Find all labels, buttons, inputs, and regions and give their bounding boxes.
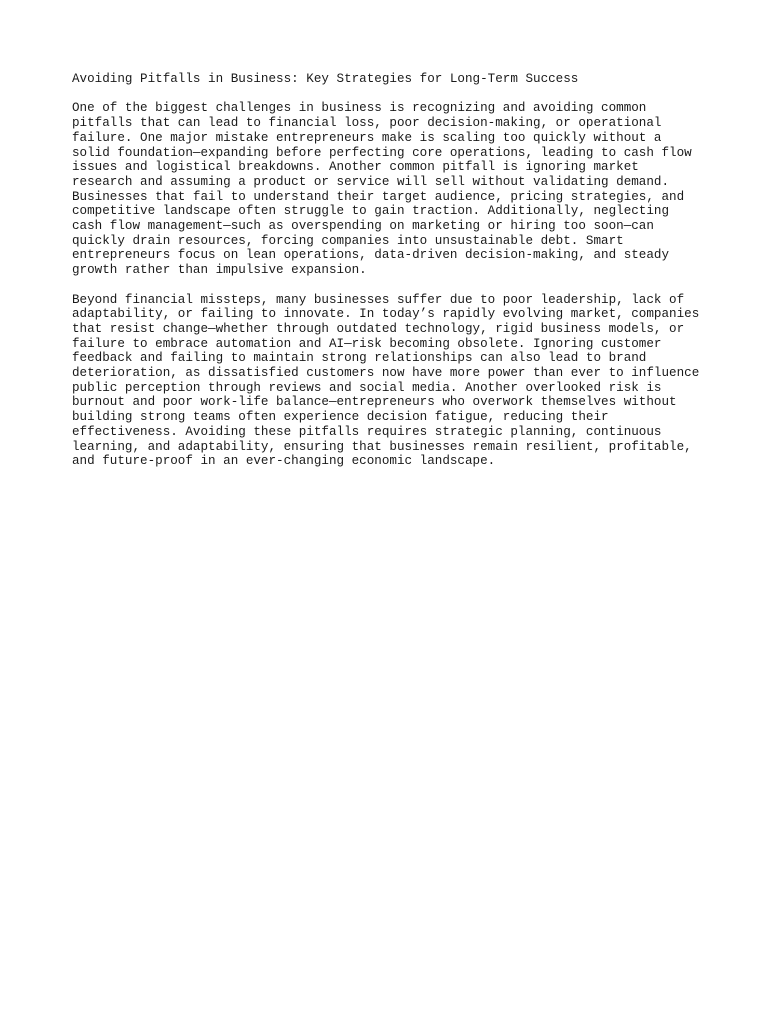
paragraph-line: effectiveness. Avoiding these pitfalls requires strategic planning, continuous (72, 424, 662, 439)
paragraph-line: research and assuming a product or service will sell without validating demand. (72, 174, 670, 189)
paragraph-line: issues and logistical breakdowns. Another common pitfall is ignoring market (72, 160, 639, 175)
paragraph-line: building strong teams often experience decision fatigue, reducing their (72, 410, 609, 425)
paragraph-line: and future-proof in an ever-changing economic landscape. (72, 454, 496, 469)
paragraph-line: failure to embrace automation and AI—risk becoming obsolete. Ignoring customer (72, 336, 662, 351)
paragraph-line: that resist change—whether through outdated technology, rigid business models, or (72, 321, 685, 336)
paragraph-line: feedback and failing to maintain strong relationships can also lead to brand (72, 351, 647, 366)
paragraph-line: One of the biggest challenges in business is recognizing and avoiding common (72, 101, 647, 116)
paragraph-line: competitive landscape often struggle to gain traction. Additionally, neglecting (72, 204, 670, 219)
paragraph-line: deterioration, as dissatisfied customers now have more power than ever to influence (72, 366, 700, 381)
paragraph-line: Businesses that fail to understand their target audience, pricing strategies, and (72, 189, 685, 204)
paragraph-line: public perception through reviews and social media. Another overlooked risk is (72, 380, 662, 395)
paragraph-line: solid foundation—expanding before perfecting core operations, leading to cash flow (72, 145, 692, 160)
paragraph-line: growth rather than impulsive expansion. (72, 263, 367, 278)
paragraph-line: Beyond financial missteps, many businesses suffer due to poor leadership, lack of (72, 292, 685, 307)
paragraph-line: adaptability, or failing to innovate. In today’s rapidly evolving market, companies (72, 307, 700, 322)
paragraph-line: learning, and adaptability, ensuring that businesses remain resilient, profitable, (72, 439, 692, 454)
paragraph-line: failure. One major mistake entrepreneurs make is scaling too quickly without a (72, 130, 662, 145)
paragraph-line: cash flow management—such as overspending on marketing or hiring too soon—can (72, 219, 654, 234)
paragraph-1 (72, 101, 712, 277)
document-title: Avoiding Pitfalls in Business: Key Strategies for Long-Term Success (72, 72, 579, 86)
paragraph-line: pitfalls that can lead to financial loss, poor decision-making, or operational (72, 116, 662, 131)
paragraph-line: burnout and poor work-life balance—entrepreneurs who overwork themselves without (72, 395, 677, 410)
document-page (72, 72, 712, 484)
paragraph-2 (72, 293, 712, 469)
paragraph-line: entrepreneurs focus on lean operations, data-driven decision-making, and steady (72, 248, 670, 263)
paragraph-line: quickly drain resources, forcing companies into unsustainable debt. Smart (72, 233, 624, 248)
